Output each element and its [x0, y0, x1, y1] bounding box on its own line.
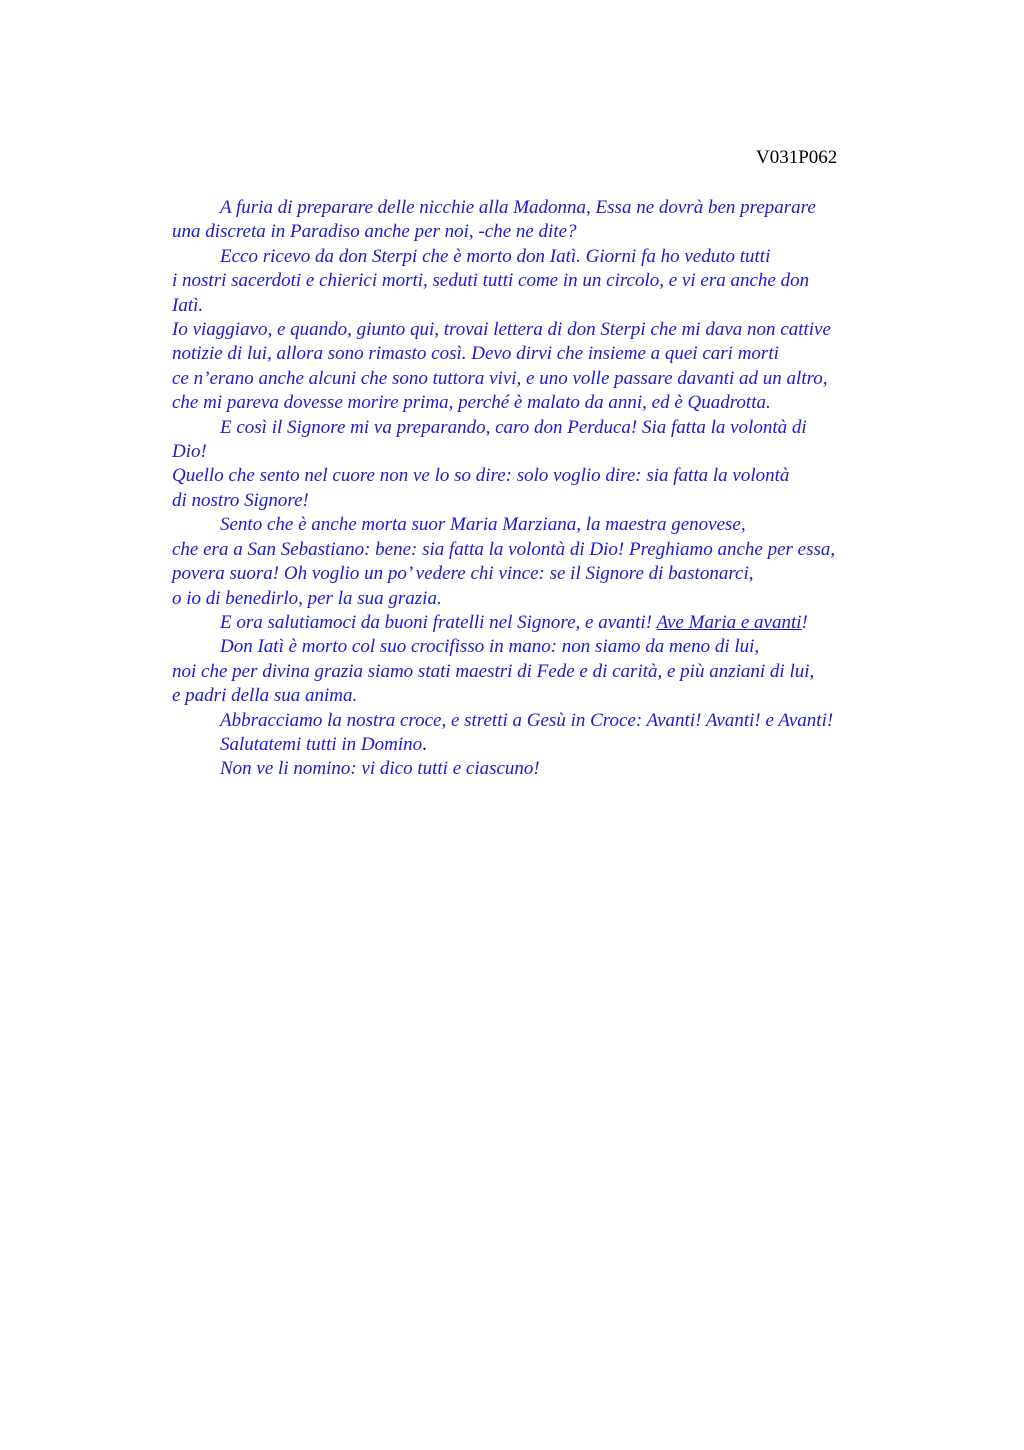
text-line: Ecco ricevo da don Sterpi che è morto don Iatì. Giorni fa ho veduto tutti	[220, 245, 771, 267]
underlined-phrase: Ave Maria e avanti	[656, 611, 802, 633]
page-code: V031P062	[756, 147, 838, 168]
greeting-line	[172, 733, 912, 757]
text-line: che mi pareva dovesse morire prima, perché è malato da anni, ed è Quadrotta.	[172, 392, 771, 414]
text-line: A furia di preparare delle nicchie alla Madonna, Essa ne dovrà ben preparare	[220, 197, 816, 218]
greeting-period: .	[422, 733, 427, 755]
letter-body	[172, 196, 912, 782]
text-line: ce n’erano anche alcuni che sono tuttora vivi, e uno volle passare davanti ad un altro,	[172, 367, 828, 389]
text-line: Iatì.	[172, 294, 204, 316]
salute-text: E ora salutiamoci da buoni fratelli nel Signore, e avanti!	[220, 611, 657, 633]
text-line: Abbracciamo la nostra croce, e stretti a Gesù in Croce: Avanti! Avanti! e Avanti!	[220, 709, 834, 731]
text-line: o io di benedirlo, per la sua grazia.	[172, 587, 442, 609]
text-line: E così il Signore mi va preparando, caro don Perduca! Sia fatta la volontà di	[220, 416, 807, 438]
text-line: notizie di lui, allora sono rimasto così. Devo dirvi che insieme a quei cari morti	[172, 343, 779, 365]
greeting-text: Salutatemi tutti in Domino	[220, 733, 423, 755]
text-line: povera suora! Oh voglio un po’ vedere chi vince: se il Signore di bastonarci,	[172, 563, 754, 585]
text-line: e padri della sua anima.	[172, 685, 358, 707]
text-line: Don Iatì è morto col suo crocifisso in mano: non siamo da meno di lui,	[220, 636, 760, 658]
text-line: Dio!	[172, 441, 207, 463]
salute-punctuation: !	[801, 611, 808, 633]
text-line: Quello che sento nel cuore non ve lo so dire: solo voglio dire: sia fatta la volontà	[172, 465, 790, 487]
text-line: di nostro Signore!	[172, 489, 309, 511]
text-line: Sento che è anche morta suor Maria Marziana, la maestra genovese,	[220, 514, 746, 536]
text-line: i nostri sacerdoti e chierici morti, seduti tutti come in un circolo, e vi era anche don	[172, 270, 810, 292]
text-line: Io viaggiavo, e quando, giunto qui, trovai lettera di don Sterpi che mi dava non cattive	[172, 319, 831, 341]
closing-line: Non ve li nomino: vi dico tutti e ciascuno!	[220, 758, 540, 780]
salute-line	[172, 611, 912, 635]
text-line: che era a San Sebastiano: bene: sia fatta la volontà di Dio! Preghiamo anche per essa,	[172, 538, 836, 560]
text-line: una discreta in Paradiso anche per noi, -che ne dite?	[172, 221, 577, 243]
text-line: noi che per divina grazia siamo stati maestri di Fede e di carità, e più anziani di lui,	[172, 660, 815, 682]
